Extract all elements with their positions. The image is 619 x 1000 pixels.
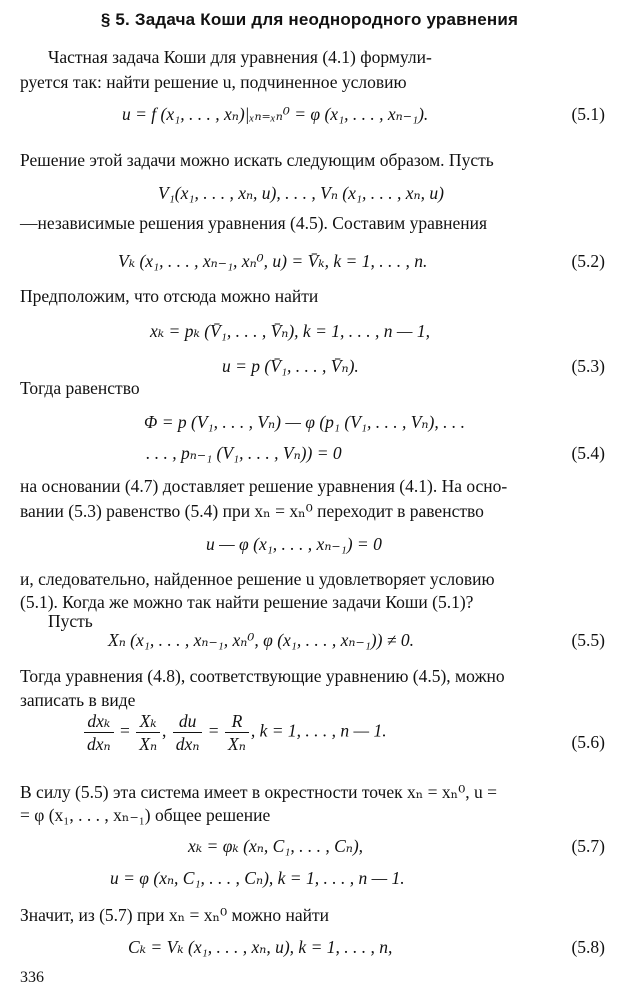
fraction: $\frac{R}{\text{Xₙ}}$ (225, 710, 249, 755)
equation-5-3b: u = p (V̄₁, . . . , V̄ₙ). (222, 356, 359, 376)
equation-5-6: $\frac{\text{dxₖ}}{\text{dxₙ}}$ = $\frac{\text{Xₖ}}{\text{Xₙ}}$ , $\frac{du}{\text{dxₙ}}$ = $\frac{R}{\text{Xₙ}}$ , k = 1, . . . , n — 1. (82, 710, 387, 755)
equation-5-8: Cₖ = Vₖ (x₁, . . . , xₙ, u), k = 1, . . . , n, (128, 937, 393, 957)
text-line: Значит, из (5.7) при xₙ = xₙ⁰ можно найти (20, 905, 329, 925)
equation-number: (5.1) (571, 104, 605, 124)
equation-number: (5.2) (571, 251, 605, 271)
equation-number: (5.4) (571, 443, 605, 463)
equation-5-4a: Φ = p (V₁, . . . , Vₙ) — φ (p₁ (V₁, . . . , Vₙ), . . . (144, 412, 465, 432)
text-line: (5.1). Когда же можно так найти решение задачи Коши (5.1)? (20, 592, 474, 612)
text-line: Решение этой задачи можно искать следующим образом. Пусть (20, 150, 494, 170)
equation-v-list: V₁(x₁, . . . , xₙ, u), . . . , Vₙ (x₁, . . . , xₙ, u) (158, 183, 444, 203)
equation-u-phi: u — φ (x₁, . . . , xₙ₋₁) = 0 (206, 534, 382, 554)
equation-number: (5.8) (571, 937, 605, 957)
text-line: вании (5.3) равенство (5.4) при xₙ = xₙ⁰ переходит в равенство (20, 501, 484, 521)
equation-5-7a: xₖ = φₖ (xₙ, C₁, . . . , Cₙ), (188, 836, 364, 856)
text-line: Тогда равенство (20, 378, 140, 398)
text-line: В силу (5.5) эта система имеет в окрестности точек xₙ = xₙ⁰, u = (20, 782, 498, 802)
text-line: руется так: найти решение u, подчиненное условию (20, 72, 407, 92)
text-line: Предположим, что отсюда можно найти (20, 286, 319, 306)
text-line: Тогда уравнения (4.8), соответствующие уравнению (4.5), можно (20, 666, 505, 686)
fraction: $\frac{\text{Xₖ}}{\text{Xₙ}}$ (136, 710, 160, 755)
text-line: и, следовательно, найденное решение u удовлетворяет условию (20, 569, 495, 589)
text-line: Пусть (48, 611, 93, 631)
text-line: Частная задача Коши для уравнения (4.1) формули- (48, 47, 432, 67)
equation-number: (5.5) (571, 630, 605, 650)
text-line: на основании (4.7) доставляет решение уравнения (4.1). На осно- (20, 476, 508, 496)
equation-5-3a: xₖ = pₖ (V̄₁, . . . , V̄ₙ), k = 1, . . . , n — 1, (150, 321, 430, 341)
section-heading: § 5. Задача Коши для неоднородного уравнения (100, 10, 519, 29)
fraction: $\frac{\text{dxₖ}}{\text{dxₙ}}$ (84, 710, 114, 755)
text-line: = φ (x₁, . . . , xₙ₋₁) общее решение (20, 805, 271, 825)
equation-5-7b: u = φ (xₙ, C₁, . . . , Cₙ), k = 1, . . . , n — 1. (110, 868, 405, 888)
equation-number: (5.3) (571, 356, 605, 376)
text-line: —независимые решения уравнения (4.5). Составим уравнения (20, 213, 488, 233)
page-number: 336 (20, 969, 44, 986)
text-line: записать в виде (20, 690, 136, 710)
equation-5-2: Vₖ (x₁, . . . , xₙ₋₁, xₙ⁰, u) = V̄ₖ, k = 1, . . . , n. (118, 251, 428, 271)
equation-5-4b: . . . , pₙ₋₁ (V₁, . . . , Vₙ)) = 0 (146, 443, 342, 463)
equation-5-5: Xₙ (x₁, . . . , xₙ₋₁, xₙ⁰, φ (x₁, . . . , xₙ₋₁)) ≠ 0. (108, 630, 414, 650)
fraction: $\frac{du}{\text{dxₙ}}$ (173, 710, 203, 755)
equation-number: (5.7) (571, 836, 605, 856)
equation-number: (5.6) (571, 732, 605, 752)
equation-5-1: u = f (x₁, . . . , xₙ)|ₓₙ₌ₓₙ⁰ = φ (x₁, . . . , xₙ₋₁). (122, 104, 429, 124)
